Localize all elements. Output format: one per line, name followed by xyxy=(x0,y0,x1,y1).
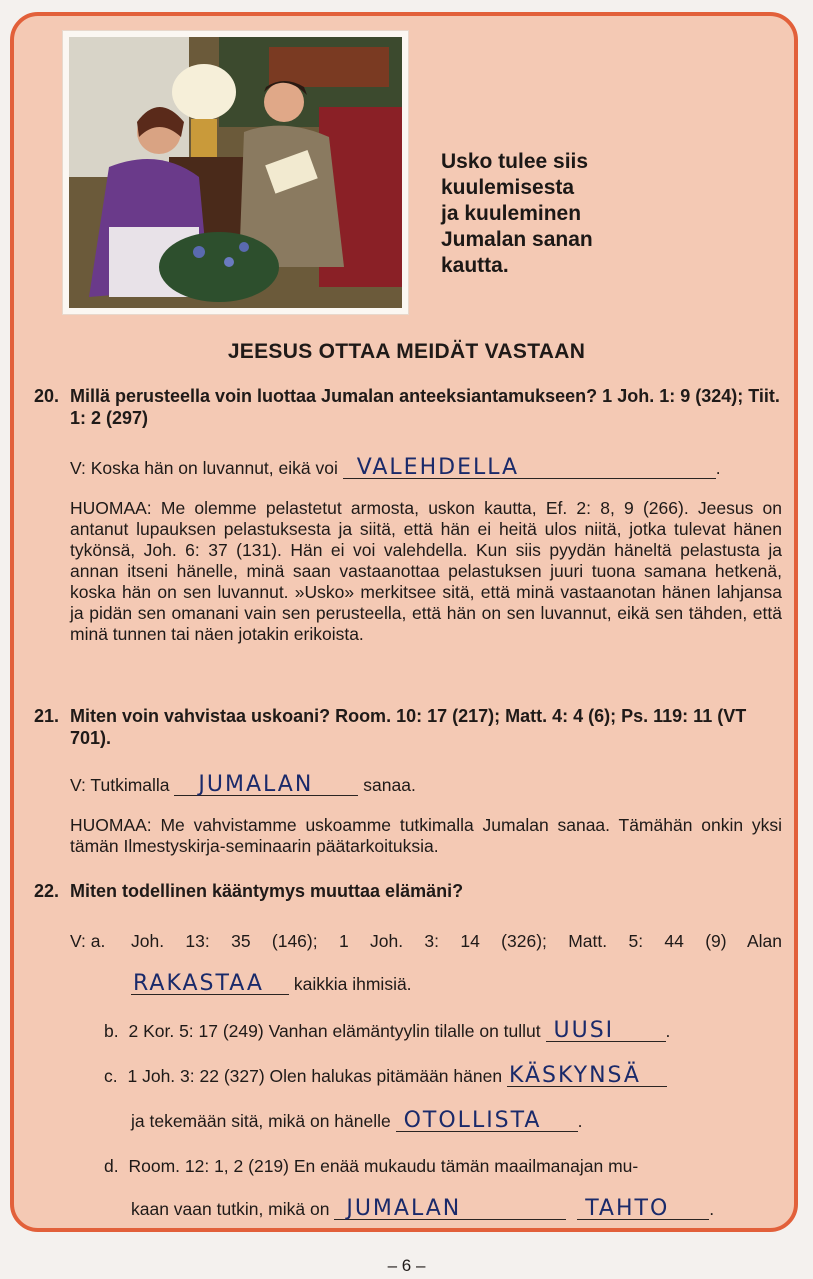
answer-22c-line2 xyxy=(131,1107,582,1132)
handwritten-answer: RAKASTAA xyxy=(133,971,264,996)
question-20 xyxy=(34,385,784,429)
item-suffix: . xyxy=(709,1199,715,1219)
item-suffix: . xyxy=(577,1111,583,1131)
handwritten-answer: TAHTO xyxy=(585,1196,670,1221)
question-number: 21. xyxy=(34,706,60,726)
bible-quote xyxy=(441,149,701,279)
question-number: 20. xyxy=(34,386,60,406)
item-label: V: a. xyxy=(70,931,106,951)
item-label: b. xyxy=(104,1021,119,1041)
quote-line: Usko tulee siis xyxy=(441,150,589,173)
question-22 xyxy=(34,880,784,902)
answer-22c xyxy=(104,1062,667,1087)
section-heading: JEESUS OTTAA MEIDÄT VASTAAN xyxy=(227,340,586,363)
handwritten-answer: UUSI xyxy=(553,1018,615,1043)
note-20: HUOMAA: Me olemme pelastetut armosta, uskon kautta, Ef. 2: 8, 9 (266). Jeesus on antanut lupauksen pelastuksesta ja siitä, että hän ei heitä ulos niitä, jotka tulevat hänen tykönsä, Joh. 6: 37 (131). Hän ei voi valehdella. Kun siis pyydän häneltä pelastusta ja annan itseni hänelle, minä saan vastaanottaa pelastuksen juuri tuona samana hetkenä, koska hän on sen luvannut. »Usko» merkitsee sitä, että minä vastaanotan hänen lahjansa ja pidän sen omanani vain sen perusteella, että hän on sen luvannut, eikä sen tähden, että minä tunnen tai näen jotakin erikoista. xyxy=(70,498,782,644)
quote-line: Jumalan sanan xyxy=(441,228,593,251)
handwritten-answer: KÄSKYNSÄ xyxy=(508,1063,641,1088)
answer-prefix: V: Koska hän on luvannut, eikä voi xyxy=(70,458,338,478)
answer-blank[interactable] xyxy=(131,970,289,995)
item-text: kaan vaan tutkin, mikä on xyxy=(131,1199,330,1219)
handwritten-answer: JUMALAN xyxy=(346,1196,462,1221)
answer-blank[interactable] xyxy=(174,771,358,796)
note-21: HUOMAA: Me vahvistamme uskoamme tutkimalla Jumalan sanaa. Tämähän onkin yksi tämän Ilmestyskirja-seminaarin päätarkoituksia. xyxy=(70,815,782,856)
answer-blank[interactable] xyxy=(334,1195,566,1220)
quote-line: ja kuuleminen xyxy=(441,202,582,225)
quote-line: kuulemisesta xyxy=(441,176,575,199)
item-text: 1 Joh. 3: 22 (327) Olen halukas pitämään hänen xyxy=(127,1066,503,1086)
handwritten-answer: OTOLLISTA xyxy=(403,1108,542,1133)
answer-suffix: sanaa. xyxy=(363,775,416,795)
couple-reading-bible-illustration xyxy=(69,37,402,308)
item-text: Room. 12: 1, 2 (219) En enää mukaudu tämän maailmanajan mu- xyxy=(128,1156,639,1176)
handwritten-answer: VALEHDELLA xyxy=(356,455,520,480)
answer-22a-line2 xyxy=(131,970,412,995)
item-text: Joh. 13: 35 (146); 1 Joh. 3: 14 (326); Matt. 5: 44 (9) Alan xyxy=(131,931,782,951)
illustration-frame xyxy=(63,31,408,314)
answer-22d xyxy=(104,1155,638,1177)
item-suffix: kaikkia ihmisiä. xyxy=(293,974,412,994)
item-label: c. xyxy=(104,1066,118,1086)
question-number: 22. xyxy=(34,881,60,901)
quote-line: kautta. xyxy=(441,254,509,277)
answer-blank[interactable] xyxy=(546,1017,666,1042)
question-text: Miten voin vahvistaa uskoani? Room. 10: 17 (217); Matt. 4: 4 (6); Ps. 119: 11 (VT 701). xyxy=(70,706,747,748)
question-text: Millä perusteella voin luottaa Jumalan anteeksiantamukseen? 1 Joh. 1: 9 (324); Tiit. 1: 2 (297) xyxy=(70,386,780,428)
item-text: 2 Kor. 5: 17 (249) Vanhan elämäntyylin tilalle on tullut xyxy=(128,1021,541,1041)
item-label: d. xyxy=(104,1156,119,1176)
question-21 xyxy=(34,705,784,749)
answer-22d-line2 xyxy=(131,1195,714,1220)
answer-suffix: . xyxy=(715,458,721,478)
answer-22b xyxy=(104,1017,670,1042)
answer-20 xyxy=(70,454,721,479)
handwritten-answer: JUMALAN xyxy=(198,772,314,797)
answer-blank[interactable] xyxy=(507,1062,667,1087)
answer-blank[interactable] xyxy=(577,1195,709,1220)
item-suffix: . xyxy=(665,1021,671,1041)
page-number: – 6 – xyxy=(387,1256,426,1275)
answer-22a-line1 xyxy=(70,930,782,952)
answer-blank[interactable] xyxy=(343,454,716,479)
answer-prefix: V: Tutkimalla xyxy=(70,775,170,795)
answer-blank[interactable] xyxy=(396,1107,578,1132)
item-text: ja tekemään sitä, mikä on hänelle xyxy=(131,1111,391,1131)
answer-21 xyxy=(70,771,416,796)
question-text: Miten todellinen kääntymys muuttaa elämäni? xyxy=(70,881,464,901)
